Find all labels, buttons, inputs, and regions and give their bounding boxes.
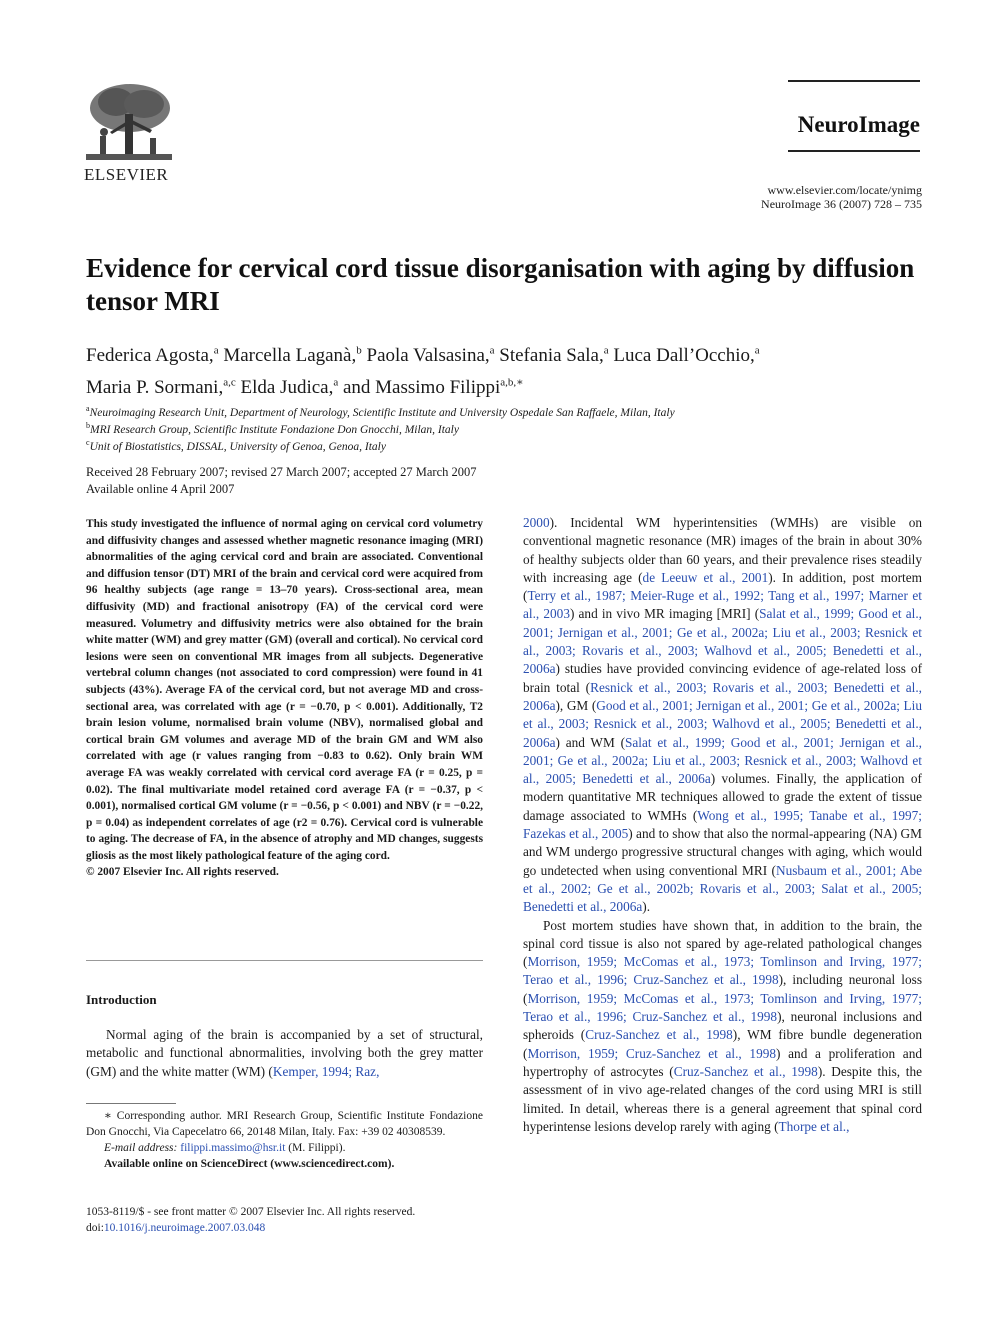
- body-text: ) and WM (: [555, 734, 625, 750]
- author: [223, 345, 361, 366]
- body-text: ) studies have provided convincing evidence of age-related loss of brain total (: [523, 661, 922, 695]
- section-heading-introduction: Introduction: [86, 992, 157, 1007]
- publisher-name: ELSEVIER: [84, 165, 169, 184]
- citation-link[interactable]: Salat et al., 1999; Good et al., 2001; Jernigan et al., 2001; Ge et al., 2002a; Liu et al., 2003; Resnick et al., 2003; Walhovd et al., 2005; Benedetti et al., 2006a: [523, 734, 922, 787]
- body-text: ), neuronal inclusions and spheroids (: [523, 1009, 923, 1043]
- body-text: ), including neuronal loss (: [523, 972, 922, 1006]
- affiliation-text: Unit of Biostatistics, DISSAL, University of Genoa, Genoa, Italy: [89, 440, 386, 453]
- author-name: Maria P. Sormani,: [86, 376, 224, 398]
- journal-rule-bottom: [788, 150, 920, 152]
- body-text: ). In addition, post mortem (: [523, 569, 922, 604]
- intro-paragraph: [86, 1026, 483, 1081]
- affiliation-c: [86, 438, 916, 453]
- issn-doi: [86, 1204, 415, 1236]
- body-text: ), GM (: [555, 697, 597, 713]
- issn-line: 1053-8119/$ - see front matter © 2007 Elsevier Inc. All rights reserved.: [86, 1206, 416, 1218]
- affiliation-text: MRI Research Group, Scientific Institute Fondazione Don Gnocchi, Milan, Italy: [90, 423, 459, 436]
- doi-line: [86, 1220, 415, 1236]
- body-text: ).: [642, 899, 651, 915]
- author-name: and Massimo Filippi: [342, 376, 501, 398]
- author-name: Federica Agosta,: [86, 345, 214, 367]
- author-affiliation-marker: a: [603, 345, 609, 357]
- body-text: ) and a proliferation and hypertrophy of astrocytes (: [523, 1045, 922, 1079]
- right-column: [523, 514, 922, 1136]
- journal-citation: NeuroImage 36 (2007) 728 – 735: [761, 197, 922, 211]
- citation-link[interactable]: Morrison, 1959; McComas et al., 1973; Tomlinson and Irving, 1977; Terao et al., 1996; Cruz-Sanchez et al., 1998: [523, 954, 922, 988]
- body-text: ). Despite this, the assessment of in vivo age-related changes of the cord using MRI is still limited. In detail, whereas there is a general agreement that spinal cord hyperintense lesions develop rarely with aging (: [523, 1063, 923, 1134]
- body-text: ) and to show that also the normal-appearing (NA) GM and WM undergo progressive structural changes with aging, which would go undetected when using conventional MRI (: [523, 826, 922, 878]
- doi-label: doi:: [86, 1222, 104, 1234]
- citation-link[interactable]: de Leeuw et al., 2001: [642, 569, 769, 585]
- author-affiliation-marker: a,b,∗: [500, 376, 524, 389]
- body-text: ) and in vivo MR imaging [MRI] (: [569, 606, 760, 622]
- abstract-text: This study investigated the influence of normal aging on cervical cord volumetry and diffusivity changes and assessed whether magnetic resonance imaging (MRI) abnormalities of the aging cervical cord and brain are associated. Conventional and diffusion tensor (DT) MRI of the brain and cervical cord were acquired from 96 healthy subjects (age range = 13–70 years). Cross-sectional area, mean diffusivity (MD) and fractional anisotropy (FA) of the cervical cord were measured. Volumetry and diffusivity metrics were also obtained for the brain white matter (WM) and grey matter (GM) (overall and cortical). No cervical cord lesions were seen on conventional MR images from all subjects. Degenerative vertebral column changes (not associated to cord compression) were found in 41 subjects (43%). Average FA of the cervical cord, but not average MD and cross-sectional area, was correlated with age (r = −0.70, p < 0.001). Additionally, T2 brain lesion volume, normalised brain volume (NBV), normalised global and cortical brain GM volumes and average MD of the brain GM and WM also correlated with age (r values ranging from −0.83 to 0.62). Only brain WM average FA was weakly correlated with cervical cord average FA (r = 0.25, p = 0.02). The final multivariate model retained cord average FA (r = −0.37, p < 0.001), normalised cortical GM volume (r = −0.56, p < 0.001) and NBV (r = −0.22, p = 0.04) as independent correlates of age (r2 = 0.76). Cervical cord is vulnerable to aging. The decrease of FA, in the absence of atrophy and MD changes, suggests gliosis as the most likely pathological feature of the aging cord.: [86, 518, 483, 862]
- author: [367, 345, 495, 366]
- author-name: Marcella Laganà,: [223, 345, 357, 367]
- copyright-line: © 2007 Elsevier Inc. All rights reserved.: [86, 866, 279, 879]
- journal-rule-top: [788, 80, 920, 82]
- affiliation-key: c: [86, 438, 90, 447]
- abstract: [86, 516, 483, 881]
- citation-link[interactable]: Nusbaum et al., 2001; Abe et al., 2002; Ge et al., 2002b; Rovaris et al., 2003; Salat et al., 2005; Benedetti et al., 2006a: [523, 862, 922, 915]
- author-name: Paola Valsasina,: [366, 345, 490, 367]
- author-name: Stefania Sala,: [499, 345, 604, 367]
- body-paragraph-1: [523, 514, 922, 917]
- body-text: ) volumes. Finally, the application of modern quantitative MR techniques allowed to grade the extent of tissue damage associated to WMHs (: [523, 771, 922, 823]
- footnote: [86, 1108, 483, 1172]
- body-text: ), WM fibre bundle degeneration (: [523, 1027, 923, 1061]
- citation-link[interactable]: Wong et al., 1995; Tanabe et al., 1997; Fazekas et al., 2005: [523, 807, 922, 842]
- author-affiliation-marker: a: [489, 345, 495, 357]
- corresponding-author-note: ∗ Corresponding author. MRI Research Group, Scientific Institute Fondazione Don Gnocchi, Via Capecelatro 66, 20148 Milan, Italy. Fax: +39 02 40308539.: [86, 1110, 483, 1138]
- author-affiliation-marker: a,c: [223, 376, 236, 389]
- author: [343, 377, 524, 398]
- author: [240, 377, 338, 398]
- author-name: Luca Dall’Occhio,: [613, 345, 755, 367]
- article-dates: [86, 464, 477, 498]
- sciencedirect-note: Available online on ScienceDirect (www.sciencedirect.com).: [104, 1158, 395, 1170]
- email-link[interactable]: filippi.massimo@hsr.it: [180, 1142, 286, 1154]
- elsevier-tree-logo: [80, 80, 178, 164]
- author-affiliation-marker: a: [213, 345, 219, 357]
- author: [86, 377, 236, 398]
- body-paragraph-2: [523, 917, 922, 1137]
- affiliation-key: a: [86, 404, 90, 413]
- author-affiliation-marker: a: [333, 376, 339, 389]
- received-dates: Received 28 February 2007; revised 27 March 2007; accepted 27 March 2007: [86, 465, 477, 479]
- citation-link[interactable]: 2000: [523, 515, 550, 530]
- affiliation-a: [86, 404, 916, 419]
- doi-link[interactable]: 10.1016/j.neuroimage.2007.03.048: [103, 1222, 266, 1234]
- citation-link[interactable]: Kemper, 1994; Raz,: [272, 1063, 380, 1079]
- citation-link[interactable]: Salat et al., 1999; Good et al., 2001; Jernigan et al., 2001; Ge et al., 2002a; Liu et al., 2003; Resnick et al., 2003; Rovaris et al., 2003; Walhovd et al., 2005; Benedetti et al., 2006a: [523, 606, 922, 677]
- citation-link[interactable]: Morrison, 1959; Cruz-Sanchez et al., 1998: [527, 1045, 777, 1061]
- body-text: ). Incidental WM hyperintensities (WMHs) are visible on conventional magnetic resonance (MR) images of the brain in about 30% of healthy subjects older than 60 years, and their prevalence rises steadily with increasing age (: [523, 515, 922, 585]
- author-list: [86, 338, 916, 401]
- email-label: E-mail address:: [104, 1142, 178, 1154]
- author-affiliation-marker: b: [356, 345, 362, 357]
- abstract-divider: [86, 960, 483, 961]
- citation-link[interactable]: Good et al., 2001; Jernigan et al., 2001; Ge et al., 2002a; Liu et al., 2003; Resnick et al., 2003; Walhovd et al., 2005; Benedetti et al., 2006a: [523, 697, 922, 750]
- citation-link[interactable]: Cruz-Sanchez et al., 1998: [673, 1063, 818, 1079]
- citation-link[interactable]: Morrison, 1959; McComas et al., 1973; Tomlinson and Irving, 1977; Terao et al., 1996; Cruz-Sanchez et al., 1998: [523, 990, 922, 1025]
- body-text: Post mortem studies have shown that, in addition to the brain, the spinal cord tissue is also not spared by age-related pathological changes (: [523, 917, 922, 970]
- intro-text: Normal aging of the brain is accompanied by a set of structural, metabolic and functional abnormalities, involving both the grey matter (GM) and the white matter (WM) (: [86, 1027, 483, 1079]
- article-title: Evidence for cervical cord tissue disorganisation with aging by diffusion tensor MRI: [86, 253, 915, 316]
- citation-link[interactable]: Cruz-Sanchez et al., 1998: [585, 1027, 733, 1043]
- author: [613, 345, 759, 366]
- citation-link[interactable]: Resnick et al., 2003; Rovaris et al., 2003; Benedetti et al., 2006a: [523, 679, 922, 713]
- affiliation-text: Neuroimaging Research Unit, Department of Neurology, Scientific Institute and University Ospedale San Raffaele, Milan, Italy: [89, 406, 675, 419]
- author: [499, 345, 608, 366]
- journal-url[interactable]: www.elsevier.com/locate/ynimg: [767, 183, 922, 197]
- email-suffix: (M. Filippi).: [285, 1142, 346, 1154]
- footnote-divider: [86, 1103, 176, 1104]
- affiliation-b: [86, 421, 916, 436]
- email-line: [86, 1140, 483, 1156]
- affiliation-key: b: [86, 421, 90, 430]
- author-affiliation-marker: a: [754, 345, 760, 357]
- available-online-date: Available online 4 April 2007: [86, 482, 235, 496]
- citation-link[interactable]: Thorpe et al.,: [778, 1118, 850, 1134]
- journal-name: NeuroImage: [797, 112, 920, 137]
- author-name: Elda Judica,: [240, 376, 334, 398]
- author: [86, 345, 219, 366]
- citation-link[interactable]: Terry et al., 1987; Meier-Ruge et al., 1992; Tang et al., 1997; Marner et al., 2003: [523, 588, 922, 622]
